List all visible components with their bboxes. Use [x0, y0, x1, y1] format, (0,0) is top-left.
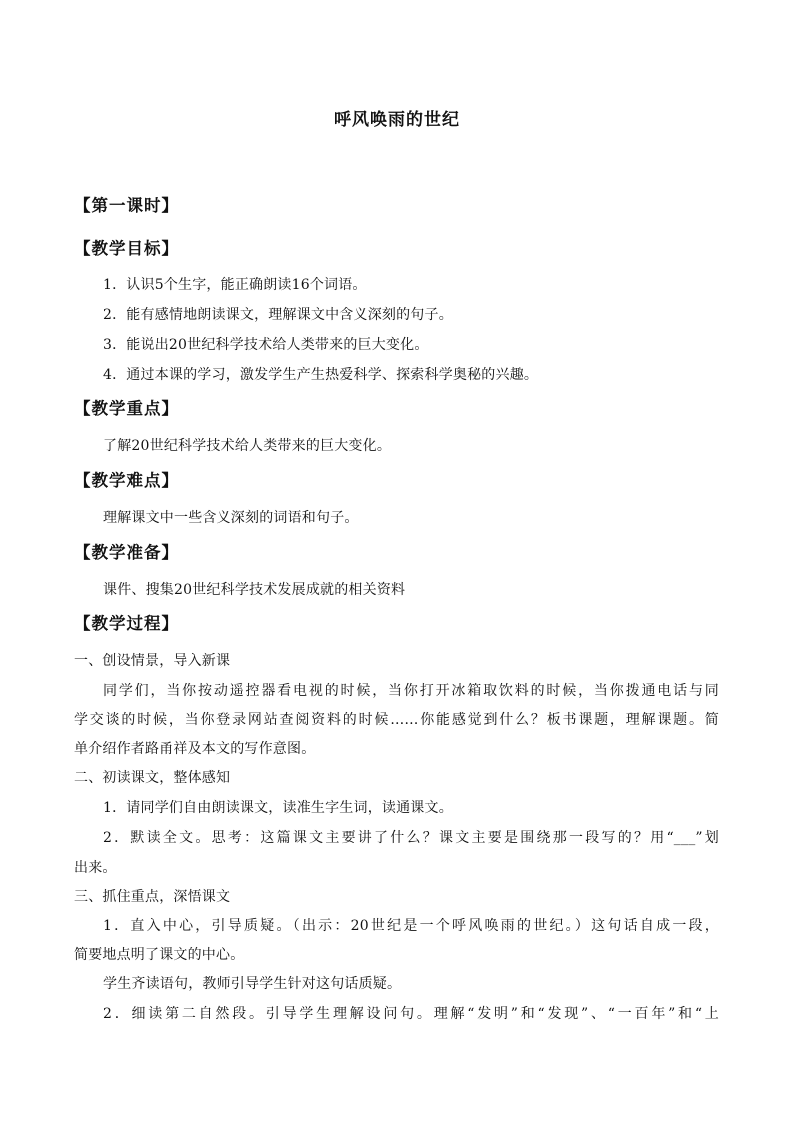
goal-item-4: 4．通过本课的学习，激发学生产生热爱科学、探索科学奥秘的兴趣。	[103, 367, 539, 383]
prep-text: 课件、搜集20世纪科学技术发展成就的相关资料	[103, 582, 406, 598]
step2-item-1: 1．请同学们自由朗读课文，读准生字生词，读通课文。	[103, 800, 453, 816]
prep-heading: 【教学准备】	[74, 543, 179, 562]
step1-paragraph-line: 单介绍作者路甬祥及本文的写作意图。	[74, 741, 316, 757]
step1-title: 一、创设情景，导入新课	[74, 653, 231, 669]
process-heading: 【教学过程】	[74, 614, 179, 633]
lesson-heading: 【第一课时】	[74, 196, 179, 215]
goal-item-2: 2．能有感情地朗读课文，理解课文中含义深刻的句子。	[103, 307, 453, 323]
difficulty-text: 理解课文中一些含义深刻的词语和句子。	[103, 510, 359, 526]
step3-item-1-line: 1．直入中心，引导质疑。（出示：20世纪是一个呼风唤雨的世纪。）这句话自成一段，	[103, 918, 719, 934]
step2-title: 二、初读课文，整体感知	[74, 770, 231, 786]
step3-item-2-line: 2．细读第二自然段。引导学生理解设问句。理解“发明”和“发现”、“一百年”和“上	[103, 1006, 719, 1022]
focus-heading: 【教学重点】	[74, 399, 179, 418]
page-title: 呼风唤雨的世纪	[334, 110, 460, 130]
focus-text: 了解20世纪科学技术给人类带来的巨大变化。	[103, 438, 392, 454]
goal-item-3: 3．能说出20世纪科学技术给人类带来的巨大变化。	[103, 337, 429, 353]
step3-item-1-line: 简要地点明了课文的中心。	[74, 947, 245, 963]
step2-item-2-line: 出来。	[74, 860, 117, 876]
step1-paragraph-line: 学交谈的时候，当你登录网站查阅资料的时候……你能感觉到什么？板书课题，理解课题。简	[74, 712, 719, 728]
step3-title: 三、抓住重点，深悟课文	[74, 889, 231, 905]
step3-paragraph: 学生齐读语句，教师引导学生针对这句话质疑。	[103, 976, 402, 992]
goals-heading: 【教学目标】	[74, 239, 179, 258]
step2-item-2-line: 2．默读全文。思考：这篇课文主要讲了什么？课文主要是围绕那一段写的？用“___”划	[103, 830, 719, 846]
goal-item-1: 1．认识5个生字，能正确朗读16个词语。	[103, 277, 367, 293]
step1-paragraph-line: 同学们，当你按动遥控器看电视的时候，当你打开冰箱取饮料的时候，当你拨通电话与同	[103, 683, 719, 699]
difficulty-heading: 【教学难点】	[74, 471, 179, 490]
